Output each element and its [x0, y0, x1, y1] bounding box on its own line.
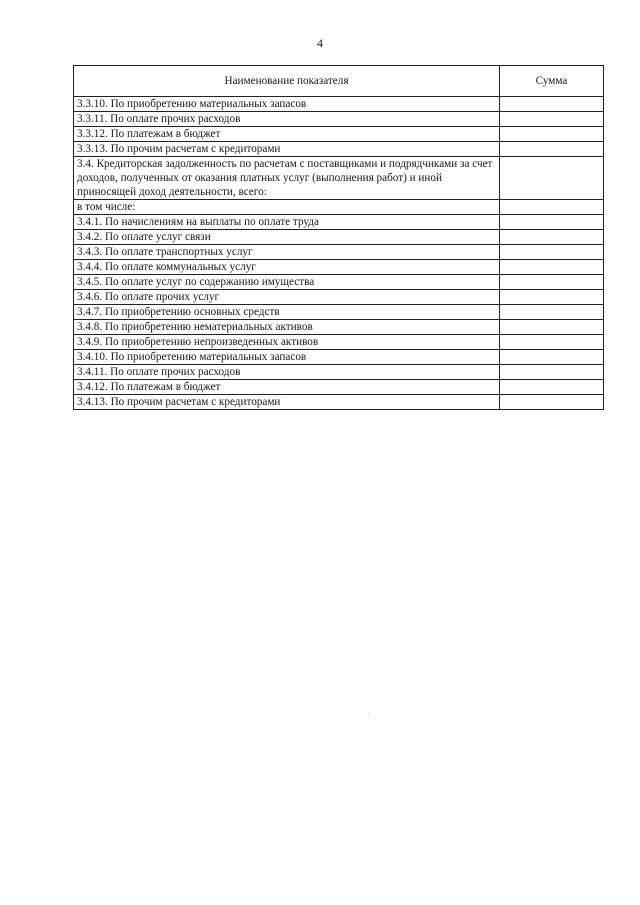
row-sum-cell [500, 335, 604, 350]
table-row [74, 335, 604, 350]
header-sum: Сумма [500, 66, 604, 97]
row-indicator-name: 3.3.13. По прочим расчетам с кредиторами [74, 142, 500, 157]
row-indicator-name: 3.4.6. По оплате прочих услуг [74, 290, 500, 305]
table-row [74, 320, 604, 335]
table-row [74, 142, 604, 157]
row-indicator-name: 3.4. Кредиторская задолженность по расчетам с поставщиками и подрядчиками за счет доходов, полученных от оказания платных услуг (выполнения работ) и иной приносящей доход деятельности, всего: [74, 157, 500, 200]
row-sum-cell [500, 395, 604, 410]
row-sum-cell [500, 380, 604, 395]
table-row [74, 290, 604, 305]
row-indicator-name: 3.4.11. По оплате прочих расходов [74, 365, 500, 380]
row-sum-cell [500, 97, 604, 112]
table-row [74, 260, 604, 275]
row-indicator-name: 3.4.4. По оплате коммунальных услуг [74, 260, 500, 275]
table-row [74, 112, 604, 127]
row-indicator-name: 3.4.7. По приобретению основных средств [74, 305, 500, 320]
row-indicator-name: в том числе: [74, 200, 500, 215]
row-sum-cell [500, 230, 604, 245]
table-row [74, 97, 604, 112]
table-row [74, 200, 604, 215]
row-indicator-name: 3.4.10. По приобретению материальных запасов [74, 350, 500, 365]
table-row [74, 275, 604, 290]
row-sum-cell [500, 275, 604, 290]
row-sum-cell [500, 215, 604, 230]
row-sum-cell [500, 305, 604, 320]
row-indicator-name: 3.4.12. По платежам в бюджет [74, 380, 500, 395]
table-row [74, 305, 604, 320]
row-sum-cell [500, 320, 604, 335]
row-sum-cell [500, 142, 604, 157]
row-indicator-name: 3.4.2. По оплате услуг связи [74, 230, 500, 245]
indicators-table [73, 65, 604, 410]
row-sum-cell [500, 365, 604, 380]
row-indicator-name: 3.4.9. По приобретению непроизведенных активов [74, 335, 500, 350]
row-sum-cell [500, 200, 604, 215]
row-sum-cell [500, 260, 604, 275]
row-indicator-name: 3.4.13. По прочим расчетам с кредиторами [74, 395, 500, 410]
row-indicator-name: 3.3.12. По платежам в бюджет [74, 127, 500, 142]
table-row [74, 230, 604, 245]
row-indicator-name: 3.4.3. По оплате транспортных услуг [74, 245, 500, 260]
table-row [74, 350, 604, 365]
scan-speck [368, 713, 369, 714]
row-indicator-name: 3.4.1. По начислениям на выплаты по оплате труда [74, 215, 500, 230]
table-row [74, 395, 604, 410]
table-row [74, 215, 604, 230]
row-indicator-name: 3.3.11. По оплате прочих расходов [74, 112, 500, 127]
row-sum-cell [500, 290, 604, 305]
table-row [74, 245, 604, 260]
header-indicator-name: Наименование показателя [74, 66, 500, 97]
table-row [74, 157, 604, 200]
table-row [74, 365, 604, 380]
row-indicator-name: 3.4.5. По оплате услуг по содержанию имущества [74, 275, 500, 290]
row-sum-cell [500, 245, 604, 260]
row-sum-cell [500, 112, 604, 127]
row-indicator-name: 3.4.8. По приобретению нематериальных активов [74, 320, 500, 335]
table-row [74, 380, 604, 395]
page-number: 4 [317, 36, 323, 50]
row-indicator-name: 3.3.10. По приобретению материальных запасов [74, 97, 500, 112]
row-sum-cell [500, 350, 604, 365]
row-sum-cell [500, 127, 604, 142]
row-sum-cell [500, 157, 604, 200]
table-header-row [74, 66, 604, 97]
table-row [74, 127, 604, 142]
